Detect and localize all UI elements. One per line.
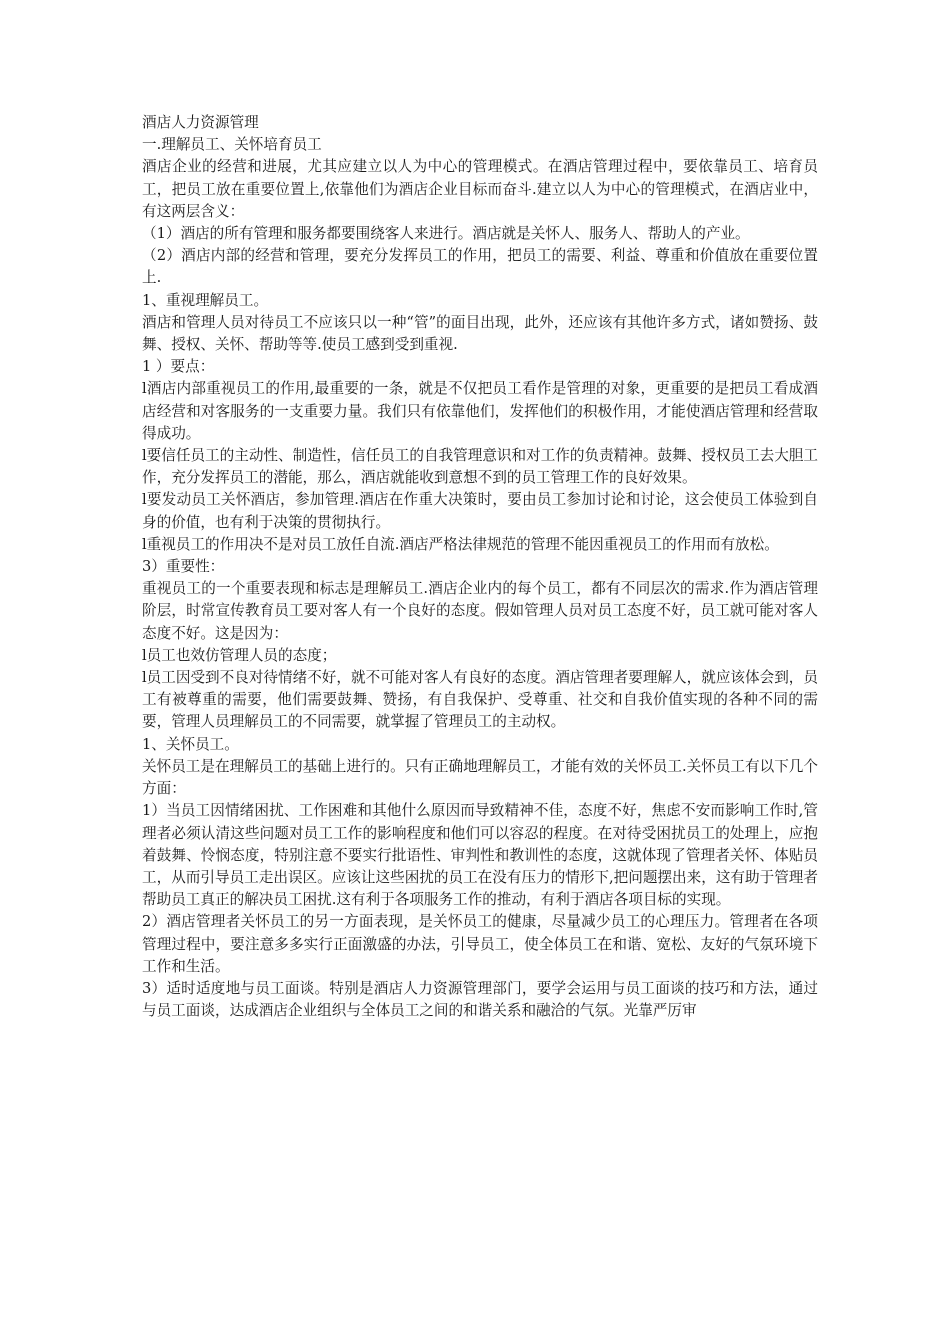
list-item: l要信任员工的主动性、制造性，信任员工的自我管理意识和对工作的负责精神。鼓舞、授权员工去大胆工作，充分发挥员工的潜能，那么，酒店就能收到意想不到的员工管理工作的良好效果。 <box>142 447 818 487</box>
subsection-heading: 1、关怀员工。 <box>142 735 239 753</box>
document-body <box>142 112 818 1022</box>
document-title: 酒店人力资源管理 <box>142 114 259 131</box>
list-item: l员工也效仿管理人员的态度； <box>142 646 337 664</box>
list-item: l员工因受到不良对待情绪不好，就不可能对客人有良好的态度。酒店管理者要理解人，就应该体会到，员工有被尊重的需要，他们需要鼓舞、赞扬，有自我保护、受尊重、社交和自我价值实现的各种不同的需要，管理人员理解员工的不同需要，就掌握了管理员工的主动权。 <box>142 669 818 731</box>
paragraph: （1）酒店的所有管理和服务都要围绕客人来进行。酒店就是关怀人、服务人、帮助人的产业。 <box>142 225 750 243</box>
list-item: l酒店内部重视员工的作用,最重要的一条，就是不仅把员工看作是管理的对象，更重要的是把员工看成酒店经营和对客服务的一支重要力量。我们只有依靠他们，发挥他们的积极作用，才能使酒店管理和经营取得成功。 <box>142 380 818 442</box>
list-item: l要发动员工关怀酒店，参加管理.酒店在作重大决策时，要由员工参加讨论和讨论，这会使员工体验到自身的价值，也有利于决策的贯彻执行。 <box>142 491 818 531</box>
paragraph: 关怀员工是在理解员工的基础上进行的。只有正确地理解员工，才能有效的关怀员工.关怀员工有以下几个方面： <box>142 757 818 798</box>
list-item: 2）酒店管理者关怀员工的另一方面表现，是关怀员工的健康，尽量减少员工的心理压力。管理者在各项管理过程中，要注意多多实行正面激盛的办法，引导员工，使全体员工在和谐、宽松、友好的气氛环境下工作和生活。 <box>142 913 818 975</box>
list-item: 1）当员工因情绪困扰、工作困难和其他什么原因而导致精神不佳，态度不好，焦虑不安而影响工作时,管理者必须认清这些问题对员工工作的影响程度和他们可以容忍的程度。在对待受困扰员工的处理上，应抱着鼓舞、怜悯态度，特别注意不要实行批语性、审判性和教训性的态度，这就体现了管理者关怀、体贴员工，从而引导员工走出误区。应该让这些困扰的员工在没有压力的情形下,把问题摆出来，这有助于管理者帮助员工真正的解决员工困扰.这有利于各项服务工作的推动，有利于酒店各项目标的实现。 <box>142 802 818 909</box>
subsection-heading: 1、重视理解员工。 <box>142 291 269 309</box>
subsection-heading: 1 ）要点： <box>142 358 215 376</box>
paragraph: （2）酒店内部的经营和管理，要充分发挥员工的作用，把员工的需要、利益、尊重和价值放在重要位置上. <box>142 247 818 287</box>
paragraph: 酒店和管理人员对待员工不应该只以一种“管”的面目出现，此外，还应该有其他许多方式，诸如赞扬、鼓舞、授权、关怀、帮助等等.使员工感到受到重视. <box>142 313 818 354</box>
subsection-heading: 3）重要性： <box>142 558 225 576</box>
list-item: 3）适时适度地与员工面谈。特别是酒店人力资源管理部门，要学会运用与员工面谈的技巧和方法，通过与员工面谈，达成酒店企业组织与全体员工之间的和谐关系和融洽的气氛。光靠严厉审 <box>142 979 818 1020</box>
list-item: l重视员工的作用决不是对员工放任自流.酒店严格法律规范的管理不能因重视员工的作用而有放松。 <box>142 535 779 553</box>
paragraph: 酒店企业的经营和进展，尤其应建立以人为中心的管理模式。在酒店管理过程中，要依靠员工、培育员工，把员工放在重要位置上,依靠他们为酒店企业目标而奋斗.建立以人为中心的管理模式，在酒店业中，有这两层含义： <box>142 158 818 220</box>
section-heading: 一.理解员工、关怀培育员工 <box>142 136 322 154</box>
paragraph: 重视员工的一个重要表现和标志是理解员工.酒店企业内的每个员工，都有不同层次的需求.作为酒店管理阶层，时常宣传教育员工要对客人有一个良好的态度。假如管理人员对员工态度不好，员工就可能对客人态度不好。这是因为： <box>142 580 818 642</box>
